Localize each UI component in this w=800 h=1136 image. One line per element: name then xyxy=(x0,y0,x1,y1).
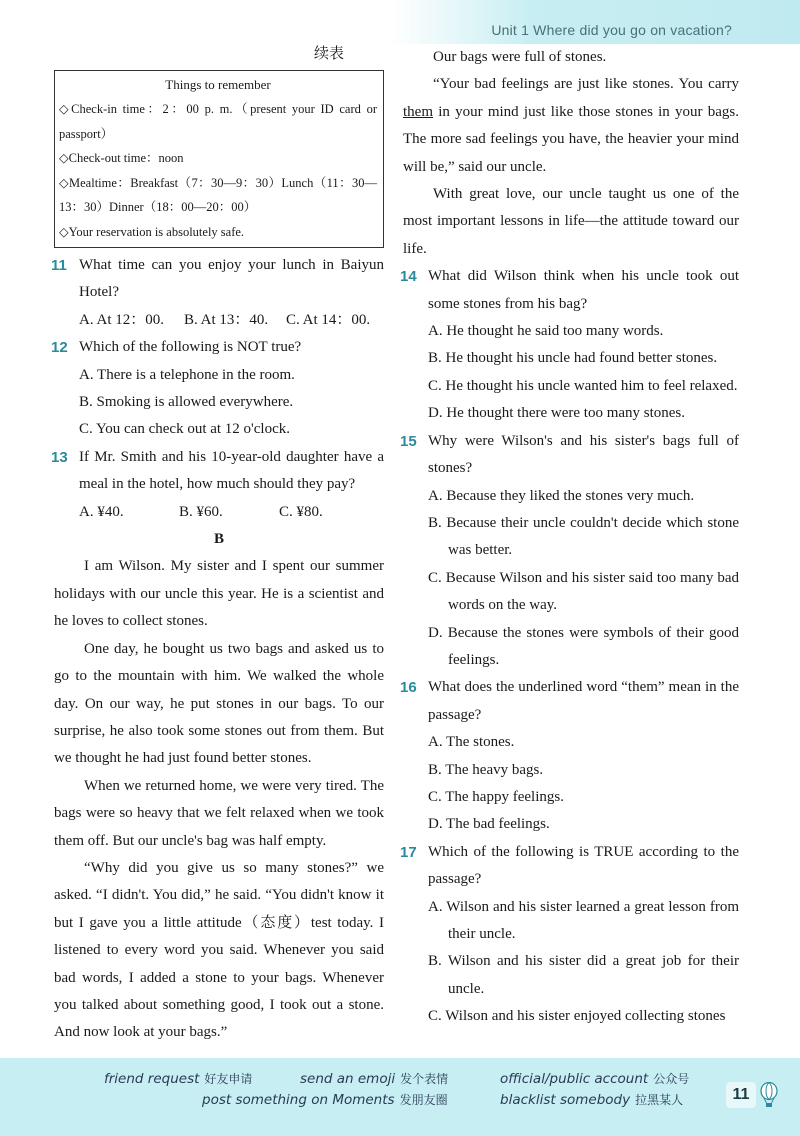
passage-paragraph-3: When we returned home, we were very tired. The bags were so heavy that we felt relaxed when we took them off. But our uncle's bag was half empty. xyxy=(54,777,384,849)
option-c[interactable]: C. You can check out at 12 o'clock. xyxy=(79,421,290,438)
question-number: 14 xyxy=(400,268,417,286)
notice-line-checkout: ◇Check-out time：noon xyxy=(59,151,184,165)
left-column xyxy=(51,44,384,1047)
question-number: 12 xyxy=(51,339,68,357)
vocab-en: friend request xyxy=(104,1071,200,1087)
vocab-footer xyxy=(0,1058,800,1136)
question-14 xyxy=(400,263,739,318)
option-b[interactable]: B. Wilson and his sister did a great job for their uncle. xyxy=(428,953,739,997)
underlined-word: them xyxy=(403,103,433,120)
question-number: 13 xyxy=(51,448,68,466)
option-b[interactable]: B. Because their uncle couldn't decide which stone was better. xyxy=(428,514,739,559)
vocab-en: blacklist somebody xyxy=(500,1092,631,1108)
question-11 xyxy=(51,252,384,307)
right-column xyxy=(400,44,739,1031)
option-b[interactable]: B. Smoking is allowed everywhere. xyxy=(79,394,294,411)
option-b[interactable]: B. The heavy bags. xyxy=(428,761,544,778)
passage-paragraph-4: “Why did you give us so many stones?” we asked. “I didn't. You did,” he said. “You didn't know it but I gave you a little attitude（态度）test today. I listened to every word you said. Whenever you said bad words, I added a stone to your bags. Whenever you talked about something good, I took out a stone. And now look at your bags.” xyxy=(54,859,384,1041)
question-number: 16 xyxy=(400,679,417,697)
passage-paragraph-1: I am Wilson. My sister and I spent our summer holidays with our uncle this year. He is a scientist and he loves to collect stones. xyxy=(54,558,384,630)
option-c[interactable]: C. Because Wilson and his sister said too many bad words on the way. xyxy=(428,569,739,614)
vocab-zh: 发个表情 xyxy=(400,1072,449,1086)
vocab-en: send an emoji xyxy=(300,1071,396,1087)
option-c[interactable]: C. ¥80. xyxy=(279,503,323,520)
vocab-item xyxy=(500,1070,689,1087)
option-a[interactable]: A. The stones. xyxy=(428,734,515,751)
options-row xyxy=(54,307,384,334)
option-b[interactable]: B. ¥60. xyxy=(179,503,223,520)
vocab-zh: 拉黑某人 xyxy=(635,1093,684,1107)
page-header-band xyxy=(390,0,800,44)
continued-label: 续表 xyxy=(313,46,344,62)
question-text: What does the underlined word “them” mean in the passage? xyxy=(428,679,739,723)
option-d[interactable]: D. He thought there were too many stones. xyxy=(428,405,686,422)
question-text: What time can you enjoy your lunch in Baiyun Hotel? xyxy=(79,257,384,301)
option-a[interactable]: A. There is a telephone in the room. xyxy=(79,366,295,383)
question-text: Which of the following is TRUE according to the passage? xyxy=(428,843,739,888)
passage-paragraph-6 xyxy=(403,71,739,181)
page-number: 11 xyxy=(726,1082,756,1108)
question-text: Why were Wilson's and his sister's bags full of stones? xyxy=(428,432,739,477)
option-a[interactable]: A. He thought he said too many words. xyxy=(428,323,664,340)
paragraph-text: in your mind just like those stones in your bags. The more sad feelings you have, the heavier your mind will be,” said our uncle. xyxy=(403,103,739,175)
option-b[interactable]: B. He thought his uncle had found better stones. xyxy=(428,350,718,367)
question-12 xyxy=(51,334,384,361)
vocab-zh: 好友申请 xyxy=(204,1072,253,1086)
section-heading: B xyxy=(213,531,224,548)
unit-title: Unit 1 Where did you go on vacation? xyxy=(491,22,732,38)
question-15 xyxy=(400,428,739,483)
options-row xyxy=(54,499,384,526)
question-text: Which of the following is NOT true? xyxy=(79,339,302,356)
vocab-zh: 发朋友圈 xyxy=(399,1093,448,1107)
passage-paragraph-5: Our bags were full of stones. xyxy=(433,49,607,65)
option-a[interactable]: A. At 12：00. xyxy=(79,311,165,328)
vocab-item xyxy=(104,1070,252,1087)
option-b[interactable]: B. At 13：40. xyxy=(184,311,269,328)
passage-paragraph-7: With great love, our uncle taught us one of the most important lessons in life—the attitude toward our life. xyxy=(403,186,739,257)
question-13 xyxy=(51,444,384,499)
question-16 xyxy=(400,674,739,729)
vocab-item xyxy=(300,1070,448,1087)
question-number: 11 xyxy=(51,257,67,274)
question-text: What did Wilson think when his uncle took out some stones from his bag? xyxy=(428,268,739,312)
vocab-item xyxy=(500,1091,683,1108)
option-c[interactable]: C. Wilson and his sister enjoyed collecting stones xyxy=(428,1008,726,1025)
question-number: 15 xyxy=(400,432,417,450)
option-d[interactable]: D. The bad feelings. xyxy=(428,816,550,833)
option-a[interactable]: A. ¥40. xyxy=(79,503,124,520)
notice-title: Things to remember xyxy=(165,77,271,92)
option-a[interactable]: A. Wilson and his sister learned a great lesson from their uncle. xyxy=(428,898,739,942)
notice-line-mealtime: ◇Mealtime：Breakfast（7：30—9：30）Lunch（11：30—13：30）Dinner（18：00—20：00） xyxy=(59,175,377,214)
question-17 xyxy=(400,839,739,894)
notice-line-checkin: ◇Check-in time：2：00 p. m.（present your ID card or passport） xyxy=(59,102,377,141)
hot-air-balloon-icon xyxy=(760,1082,778,1108)
question-number: 17 xyxy=(400,843,417,861)
option-c[interactable]: C. At 14：00. xyxy=(286,311,371,328)
vocab-en: post something on Moments xyxy=(202,1092,395,1108)
passage-paragraph-2: One day, he bought us two bags and asked us to go to the mountain with him. We walked the whole day. On our way, he put stones in our bags. To our surprise, he also took some stones out from them. But we thought he had just found better stones. xyxy=(54,640,384,767)
question-text: If Mr. Smith and his 10-year-old daughter have a meal in the hotel, how much should they pay? xyxy=(79,448,384,493)
option-c[interactable]: C. He thought his uncle wanted him to feel relaxed. xyxy=(428,377,738,394)
vocab-item xyxy=(202,1091,448,1108)
vocab-zh: 公众号 xyxy=(653,1072,690,1086)
hotel-notice-box xyxy=(54,70,384,248)
paragraph-text: “Your bad feelings are just like stones. You carry xyxy=(433,76,739,93)
option-a[interactable]: A. Because they liked the stones very much. xyxy=(428,487,695,504)
option-d[interactable]: D. Because the stones were symbols of their good feelings. xyxy=(428,624,739,668)
option-c[interactable]: C. The happy feelings. xyxy=(428,788,564,805)
vocab-en: official/public account xyxy=(500,1071,649,1087)
notice-line-reservation: ◇Your reservation is absolutely safe. xyxy=(59,224,245,239)
